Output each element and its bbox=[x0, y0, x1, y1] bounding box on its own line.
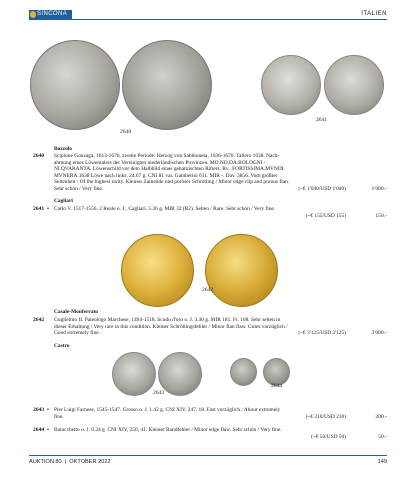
lot-estimate-2643: (~€ 210/USD 210) bbox=[305, 414, 346, 420]
lot-line: MVNERA.1638 Löwe nach links. 24.67 g. CNI 81 var. Gamberini 611. MIR -. Dav. 3856. Vom größter bbox=[54, 172, 278, 179]
lot-line: ahmung eines Löwentalers der Vereinigten niederländischen Provinzen. MO.NO.DA.BOLOGNI - bbox=[54, 159, 266, 166]
footer-auction-info: AUKTION 80 | OKTOBER 2022 bbox=[29, 459, 111, 465]
lot-number-2641: 2641 bbox=[33, 206, 45, 212]
coin-image-2641-obverse bbox=[261, 55, 321, 115]
lot-estimate-2642: (~€ 3'125/USD 3'125) bbox=[298, 330, 346, 336]
lot-estimate-2640: (~€ 1'040/USD 1'040) bbox=[298, 186, 346, 192]
lot-estimate-2644: (~€ 50/USD 50) bbox=[311, 434, 346, 440]
lot-line: fine. bbox=[54, 413, 64, 420]
coin-image-2640-obverse bbox=[30, 40, 120, 130]
lot-estimate-2641: (~€ 155/USD 155) bbox=[305, 213, 346, 219]
lot-price-2642: 3'000.- bbox=[371, 330, 387, 336]
lot-price-2644: 50.- bbox=[378, 434, 387, 440]
lot-flag-2641: • bbox=[47, 206, 49, 212]
lot-number-2642: 2642 bbox=[33, 317, 45, 323]
lot-price-2643: 200.- bbox=[375, 414, 387, 420]
lot-number-2644: 2644 bbox=[33, 427, 45, 433]
lot-line: dieser Erhaltung / Very rare in this condition. Kleiner Schrötlingsfehler / Minor flan flaw. Gutes vorzüglich / bbox=[54, 323, 288, 330]
coin-image-2641-reverse bbox=[324, 55, 384, 115]
lot-flag-2643: • bbox=[47, 407, 49, 413]
lot-description-2641 bbox=[54, 206, 384, 213]
coin-image-2644-obverse bbox=[230, 358, 257, 386]
lot-line: Sehr schön / Very fine. bbox=[54, 185, 104, 192]
lot-number-2643: 2643 bbox=[33, 407, 45, 413]
coin-label-2642: 2642 bbox=[202, 287, 214, 293]
brand-name: SINCONA bbox=[37, 10, 68, 17]
lot-line: Pier Luigi Farnese, 1545-1547. Grosso o. J. 1.42 g. CNI XIV, 247, 18. Fast vorzüglich / About extremely bbox=[54, 407, 281, 413]
coin-label-2644: 2644 bbox=[271, 383, 283, 389]
coin-image-2642-reverse bbox=[205, 234, 278, 307]
region-heading-bozzolo: Bozzolo bbox=[54, 146, 72, 152]
lot-price-2640: 1'000.- bbox=[371, 186, 387, 192]
section-title: ITALIEN bbox=[361, 11, 387, 17]
header-divider bbox=[29, 19, 387, 20]
lot-description-2644 bbox=[54, 427, 384, 434]
lot-line: Guglielmo II. Paleologo Marchese, 1494-1518. Scudo d'oro o. J. 3.30 g. MIR 181. Fr. 168. Sehr selten in bbox=[54, 317, 281, 323]
region-heading-cagliari: Cagliari bbox=[54, 198, 73, 204]
coin-image-2640-reverse bbox=[122, 40, 212, 130]
footer-divider bbox=[29, 455, 387, 456]
coin-image-2644-reverse bbox=[263, 358, 290, 386]
coin-label-2643: 2643 bbox=[153, 390, 165, 396]
region-heading-castro: Castro bbox=[54, 343, 70, 349]
lot-line: Good extremely fine. bbox=[54, 330, 100, 337]
lot-line: NI.QVARANTA. Löwenschild vor dem Halbbild eines geharnischten Ritters. Rv. .FORTISSIMA.MVNDI. bbox=[54, 166, 285, 173]
lot-line: Scipione Gonzaga, 1613-1670, zweite Periode: Herzog von Sabbioneta, 1636-1670. Tallero 1638. Nach- bbox=[54, 153, 280, 159]
region-heading-casale-monferrato: Casale-Monferrato bbox=[54, 309, 99, 315]
lot-line: Baiocchetto o. J. 0.24 g. CNI XIV, 250, 41. Kleiner Randfehler / Minor edge flaw. Sehr schön / Very fine. bbox=[54, 427, 282, 433]
coin-image-2643-reverse bbox=[158, 352, 202, 396]
lot-price-2641: 150.- bbox=[375, 213, 387, 219]
lot-line: Seltenheit / Of the highest rarity. Kleines Zainende und poröser Schrötling / Minor edge clip and porous flan. bbox=[54, 179, 290, 186]
coin-image-2643-obverse bbox=[112, 352, 156, 396]
lot-flag-2644: • bbox=[47, 427, 49, 433]
coin-label-2641: 2641 bbox=[316, 117, 328, 123]
brand-emblem-icon bbox=[30, 11, 36, 18]
lot-line: Carlo V. 1517-1556. 2 Reale o. J., Cagliari. 5.26 g. MIR 32 (R2). Selten / Rare. Sehr schön / Very fine. bbox=[54, 206, 276, 212]
coin-image-2642-obverse bbox=[121, 234, 194, 307]
coin-label-2640: 2640 bbox=[120, 129, 132, 135]
page-number: 149 bbox=[377, 459, 387, 465]
lot-number-2640: 2640 bbox=[33, 153, 45, 159]
